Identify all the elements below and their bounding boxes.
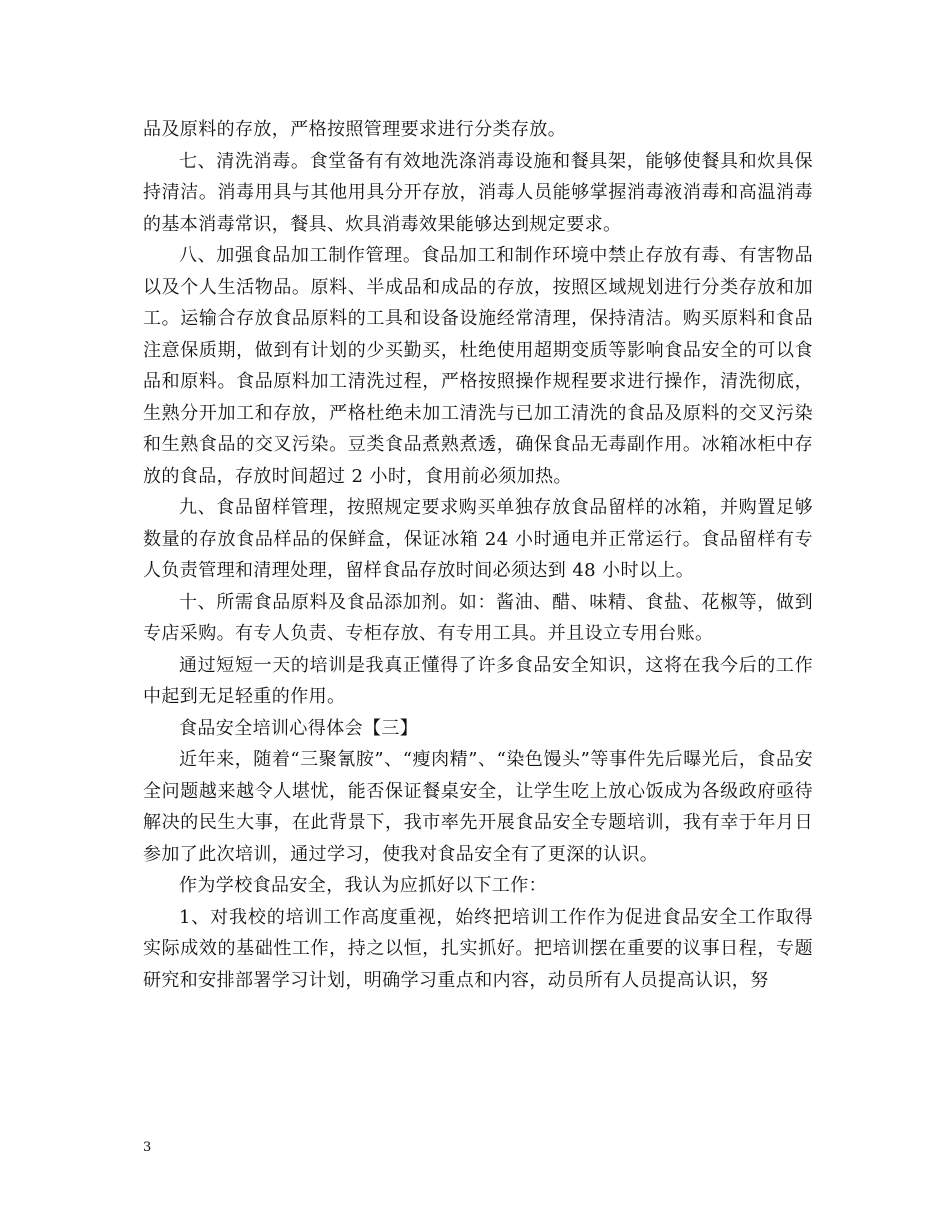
paragraph: 1、对我校的培训工作高度重视，始终把培训工作作为促进食品安全工作取得实际成效的基础性工作，持之以恒，扎实抓好。把培训摆在重要的议事日程，专题研究和安排部署学习计划，明确学习重点和内容，动员所有人员提高认识，努	[143, 906, 813, 991]
paragraph: 八、加强食品加工制作管理。食品加工和制作环境中禁止存放有毒、有害物品以及个人生活物品。原料、半成品和成品的存放，按照区域规划进行分类存放和加工。运输合存放食品原料的工具和设备设施经常清理，保持清洁。购买原料和食品注意保质期，做到有计划的少买勤买，杜绝使用超期变质等影响食品安全的可以食品和原料。食品原料加工清洗过程，严格按照操作规程要求进行操作，清洗彻底，生熟分开加工和存放，严格杜绝未加工清洗与已加工清洗的食品及原料的交叉污染和生熟食品的交叉污染。豆类食品煮熟煮透，确保食品无毒副作用。冰箱冰柜中存放的食品，存放时间超过 2 小时，食用前必须加热。	[143, 245, 813, 487]
paragraph: 食品安全培训心得体会【三】	[179, 717, 419, 739]
paragraph: 九、食品留样管理，按照规定要求购买单独存放食品留样的冰箱，并购置足够数量的存放食品样品的保鲜盒，保证冰箱 24 小时通电并正常运行。食品留样有专人负责管理和清理处理，留样食品存放时间必须达到 48 小时以上。	[143, 497, 813, 581]
document-body	[143, 114, 813, 996]
paragraph: 品及原料的存放，严格按照管理要求进行分类存放。	[143, 119, 567, 140]
paragraph: 近年来，随着“三聚氰胺”、“瘦肉精”、“染色馒头”等事件先后曝光后，食品安全问题越来越令人堪忧，能否保证餐桌安全，让学生吃上放心饭成为各级政府亟待解决的民生大事，在此背景下，我市率先开展食品安全专题培训，我有幸于年月日参加了此次培训，通过学习，使我对食品安全有了更深的认识。	[143, 749, 813, 865]
paragraph: 作为学校食品安全，我认为应抓好以下工作：	[179, 875, 547, 896]
paragraph: 七、清洗消毒。食堂备有有效地洗涤消毒设施和餐具架，能够使餐具和炊具保持清洁。消毒用具与其他用具分开存放，消毒人员能够掌握消毒液消毒和高温消毒的基本消毒常识，餐具、炊具消毒效果能够达到规定要求。	[143, 150, 813, 235]
paragraph: 通过短短一天的培训是我真正懂得了许多食品安全知识，这将在我今后的工作中起到无足轻重的作用。	[143, 654, 813, 707]
paragraph: 十、所需食品原料及食品添加剂。如：酱油、醋、味精、食盐、花椒等，做到专店采购。有专人负责、专柜存放、有专用工具。并且设立专用台账。	[143, 591, 813, 644]
page-number: 3	[143, 1140, 152, 1155]
